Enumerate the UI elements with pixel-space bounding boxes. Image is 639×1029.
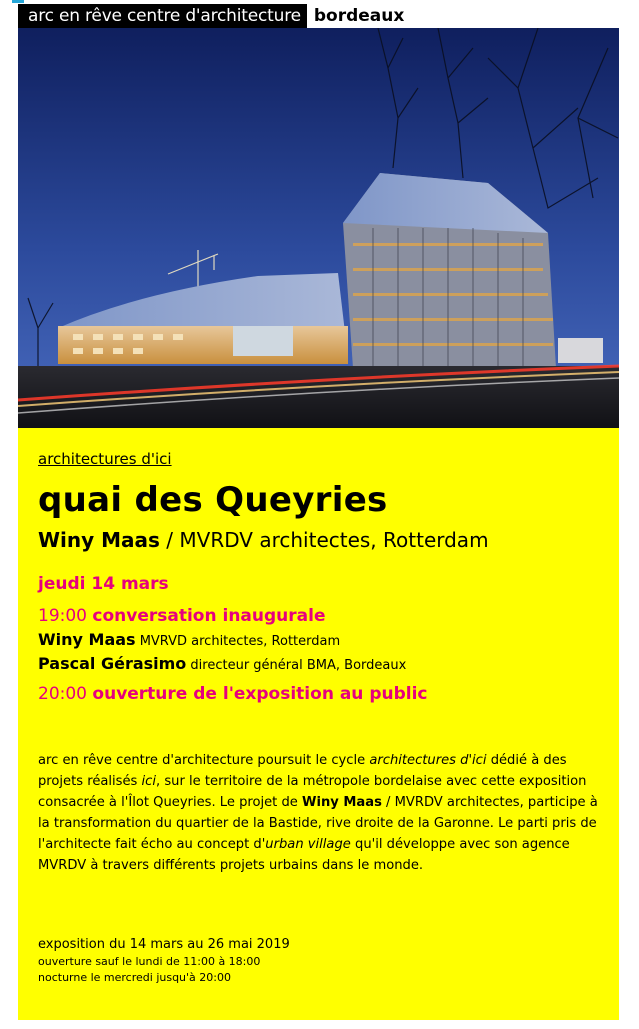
info-panel bbox=[18, 428, 619, 1020]
desc-italic: ici bbox=[141, 774, 157, 789]
exhibition-dates: exposition du 14 mars au 26 mai 2019 bbox=[38, 937, 290, 952]
opening-hours: ouverture sauf le lundi de 11:00 à 18:00 bbox=[38, 955, 261, 968]
desc-text: qu'il développe avec son agence MVRDV à travers différents projets urbains dans le monde. bbox=[38, 837, 570, 873]
event-conversation bbox=[38, 606, 326, 626]
speaker-role: directeur général BMA, Bordeaux bbox=[186, 658, 407, 673]
speaker-name: Pascal Gérasimo bbox=[38, 654, 187, 673]
desc-bold: Winy Maas bbox=[302, 795, 382, 810]
hero-photo bbox=[18, 28, 619, 428]
desc-text: / MVRDV architectes, participe à la transformation du quartier de la Bastide, rive droite de la Garonne. Le parti pris de l'architecte fait écho au concept d' bbox=[38, 795, 598, 852]
desc-italic: architectures d'ici bbox=[369, 753, 487, 768]
description-paragraph bbox=[38, 750, 603, 876]
speaker-1 bbox=[38, 630, 340, 649]
speaker-name: Winy Maas bbox=[38, 630, 136, 649]
city-name: bordeaux bbox=[313, 6, 405, 26]
speaker-role: MVRVD architectes, Rotterdam bbox=[135, 634, 341, 649]
architect-firm: / MVRDV architectes, Rotterdam bbox=[159, 528, 489, 552]
event-conversation-label: conversation inaugurale bbox=[92, 606, 326, 626]
late-opening: nocturne le mercredi jusqu'à 20:00 bbox=[38, 971, 231, 984]
desc-text: dédié à des projets réalisés bbox=[38, 753, 567, 789]
exhibition-info bbox=[38, 936, 598, 986]
event-opening bbox=[38, 684, 428, 704]
event-conversation-time: 19:00 bbox=[38, 606, 93, 626]
exhibition-subtitle bbox=[38, 528, 489, 552]
org-name: arc en rêve centre d'architecture bbox=[18, 4, 307, 28]
accent-mark bbox=[12, 0, 24, 3]
desc-text: , sur le territoire de la métropole bordelaise avec cette exposition consacrée à l'Îlot Queyries. Le projet de bbox=[38, 774, 587, 810]
header-banner bbox=[18, 4, 404, 28]
event-date: jeudi 14 mars bbox=[38, 574, 169, 594]
desc-italic: urban village bbox=[265, 837, 351, 852]
exhibition-title: quai des Queyries bbox=[38, 480, 388, 520]
event-opening-time: 20:00 bbox=[38, 684, 93, 704]
event-opening-label: ouverture de l'exposition au public bbox=[92, 684, 428, 704]
series-link[interactable]: architectures d'ici bbox=[38, 450, 172, 468]
architect-name: Winy Maas bbox=[38, 528, 160, 552]
desc-text: arc en rêve centre d'architecture poursuit le cycle bbox=[38, 753, 370, 768]
speaker-2 bbox=[38, 654, 406, 673]
